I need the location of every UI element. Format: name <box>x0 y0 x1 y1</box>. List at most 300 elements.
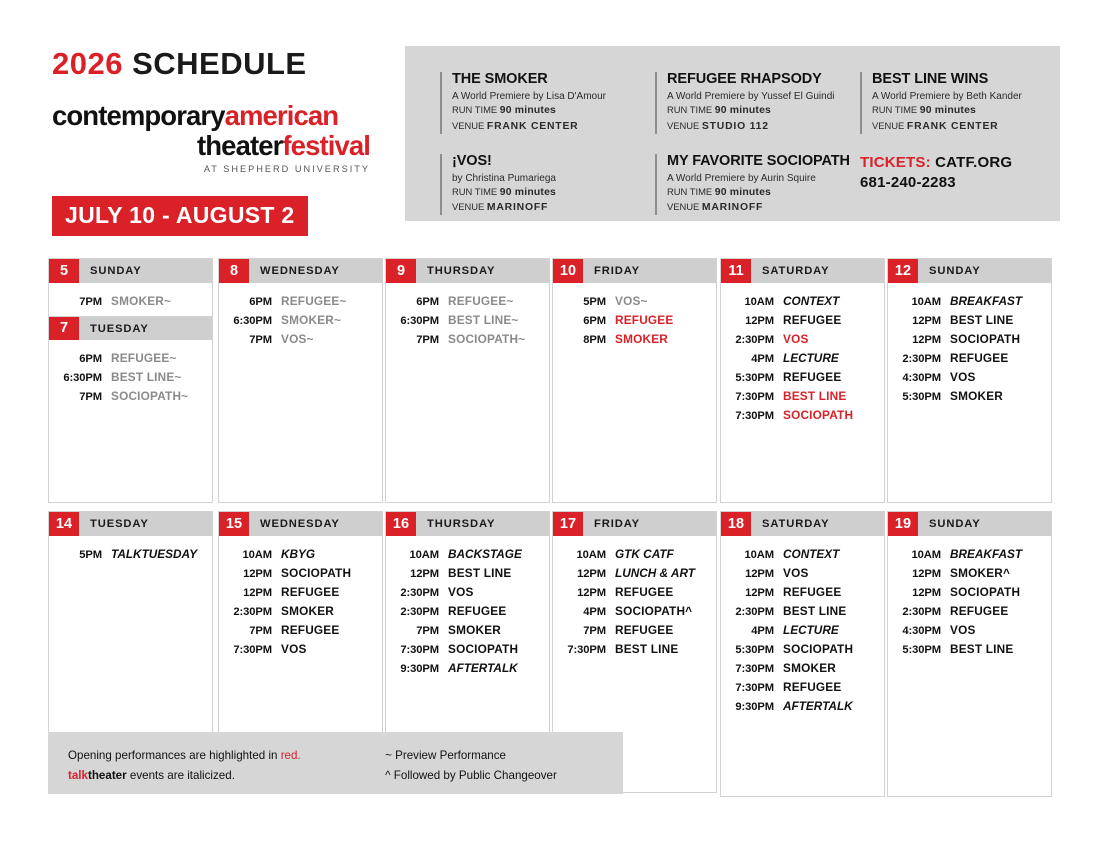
event-name: BEST LINE <box>950 312 1014 327</box>
venue-label: VENUE <box>872 119 905 131</box>
event-name: CONTEXT <box>783 546 840 561</box>
event-name: BEST LINE <box>783 388 847 403</box>
event-time: 7PM <box>249 624 272 637</box>
event-time: 12PM <box>410 567 439 580</box>
event-time: 12PM <box>745 314 774 327</box>
event-time: 12PM <box>745 586 774 599</box>
event-row[interactable] <box>721 677 884 696</box>
event-row[interactable] <box>721 658 884 677</box>
event-name: SMOKER~ <box>111 293 172 308</box>
event-row[interactable] <box>888 601 1051 620</box>
day-column <box>385 258 550 503</box>
show-venue <box>452 119 655 134</box>
event-name: CONTEXT <box>783 293 840 308</box>
event-row[interactable] <box>219 639 382 658</box>
show-title: ¡VOS! <box>452 152 492 169</box>
event-row[interactable] <box>219 563 382 582</box>
show-title: REFUGEE RHAPSODY <box>667 71 822 87</box>
day-header <box>721 259 884 283</box>
event-row[interactable] <box>386 544 549 563</box>
event-time: 2:30PM <box>400 605 439 618</box>
event-list <box>49 283 212 316</box>
event-time: 7PM <box>583 624 606 637</box>
show-info-card <box>440 154 655 216</box>
event-name: VOS <box>950 622 976 637</box>
show-info-card <box>655 72 855 134</box>
event-time: 2:30PM <box>400 586 439 599</box>
event-time: 2:30PM <box>902 352 941 365</box>
day-of-week: TUESDAY <box>90 322 149 335</box>
logo-theater: theater <box>197 129 283 161</box>
event-name: SOCIOPATH <box>448 641 519 656</box>
event-row[interactable] <box>553 544 716 563</box>
event-row[interactable] <box>721 348 884 367</box>
event-row[interactable] <box>888 582 1051 601</box>
event-time: 7PM <box>79 390 102 403</box>
legend-opening-red: red. <box>280 749 301 762</box>
venue-value: FRANK CENTER <box>486 120 579 132</box>
event-time: 7:30PM <box>567 643 606 656</box>
day-column <box>720 258 885 503</box>
event-time: 2:30PM <box>233 605 272 618</box>
event-list <box>721 536 884 721</box>
event-row[interactable] <box>888 329 1051 348</box>
event-name: SOCIOPATH <box>783 641 854 656</box>
event-name: LECTURE <box>783 350 839 365</box>
day-of-week: WEDNESDAY <box>260 265 340 277</box>
runtime-value: 90 minutes <box>714 105 772 117</box>
event-row[interactable] <box>888 544 1051 563</box>
day-column <box>887 511 1052 797</box>
legend-changeover-note: ^ Followed by Public Changeover <box>385 769 557 783</box>
event-row[interactable] <box>721 601 884 620</box>
event-name: REFUGEE <box>615 584 674 599</box>
event-row[interactable] <box>49 291 212 310</box>
venue-value: MARINOFF <box>486 202 549 214</box>
event-row[interactable] <box>386 620 549 639</box>
logo-american: american <box>224 100 339 131</box>
event-time: 12PM <box>912 333 941 346</box>
venue-value: STUDIO 112 <box>701 120 769 132</box>
event-name: VOS~ <box>615 293 648 308</box>
event-name: REFUGEE <box>615 622 674 637</box>
event-name: VOS <box>783 331 809 346</box>
show-venue <box>667 200 855 215</box>
show-venue <box>872 119 1055 134</box>
event-name: VOS <box>950 369 976 384</box>
event-name: SOCIOPATH <box>950 331 1021 346</box>
event-name: SOCIOPATH <box>950 584 1021 599</box>
day-number: 5 <box>49 259 79 283</box>
show-runtime <box>667 185 855 200</box>
event-list <box>386 536 549 683</box>
event-name: VOS~ <box>281 331 314 346</box>
event-name: REFUGEE <box>783 369 842 384</box>
event-row[interactable] <box>888 620 1051 639</box>
day-of-week: TUESDAY <box>90 518 149 530</box>
event-time: 5:30PM <box>735 643 774 656</box>
event-time: 10AM <box>744 548 774 561</box>
event-row[interactable] <box>49 348 212 367</box>
event-row[interactable] <box>721 329 884 348</box>
info-column-2 <box>655 72 855 235</box>
event-time: 7:30PM <box>735 409 774 422</box>
event-name: REFUGEE <box>950 603 1009 618</box>
show-venue <box>452 200 655 215</box>
day-of-week: SUNDAY <box>929 518 981 530</box>
event-name: REFUGEE <box>281 584 340 599</box>
show-info-card <box>655 154 855 216</box>
event-time: 7PM <box>416 333 439 346</box>
event-list <box>553 283 716 354</box>
day-header <box>386 512 549 536</box>
event-time: 2:30PM <box>902 605 941 618</box>
event-time: 4PM <box>583 605 606 618</box>
event-time: 12PM <box>912 567 941 580</box>
event-time: 2:30PM <box>735 605 774 618</box>
day-of-week: SATURDAY <box>762 518 830 530</box>
day-of-week: FRIDAY <box>594 265 641 277</box>
show-title: MY FAVORITE SOCIOPATH <box>667 152 850 169</box>
event-name: AFTERTALK <box>448 660 518 675</box>
runtime-value: 90 minutes <box>499 187 557 199</box>
venue-label: VENUE <box>667 119 700 131</box>
event-row[interactable] <box>386 658 549 677</box>
event-row[interactable] <box>386 329 549 348</box>
event-time: 7PM <box>249 333 272 346</box>
event-time: 12PM <box>577 567 606 580</box>
day-of-week: SUNDAY <box>929 265 981 277</box>
legend-talk-rest: events are italicized. <box>126 769 235 783</box>
event-name: VOS <box>448 584 474 599</box>
show-byline: A World Premiere by Aurin Squire <box>667 172 816 184</box>
event-name: REFUGEE~ <box>448 293 514 308</box>
event-name: SOCIOPATH <box>281 565 352 580</box>
event-time: 7:30PM <box>735 662 774 675</box>
day-number: 7 <box>49 317 79 340</box>
day-header <box>219 512 382 536</box>
day-column <box>720 511 885 797</box>
event-name: REFUGEE <box>448 603 507 618</box>
event-name: GTK CATF <box>615 546 674 561</box>
day-number: 17 <box>553 512 583 536</box>
event-time: 10AM <box>409 548 439 561</box>
event-time: 6PM <box>416 295 439 308</box>
event-row[interactable] <box>888 310 1051 329</box>
venue-label: VENUE <box>667 201 700 213</box>
event-time: 10AM <box>744 295 774 308</box>
event-time: 6:30PM <box>233 314 272 327</box>
tickets-block <box>860 154 1055 191</box>
event-row[interactable] <box>888 291 1051 310</box>
day-number: 8 <box>219 259 249 283</box>
day-column <box>887 258 1052 503</box>
day-number: 15 <box>219 512 249 536</box>
day-of-week: SUNDAY <box>90 265 142 277</box>
event-name: SOCIOPATH~ <box>448 331 526 346</box>
event-name: REFUGEE <box>615 312 674 327</box>
event-time: 7:30PM <box>735 390 774 403</box>
event-name: BEST LINE <box>950 641 1014 656</box>
event-time: 5:30PM <box>902 390 941 403</box>
show-runtime <box>452 103 655 118</box>
event-name: BACKSTAGE <box>448 546 522 561</box>
event-row[interactable] <box>386 291 549 310</box>
show-title: THE SMOKER <box>452 71 548 87</box>
event-time: 7PM <box>79 295 102 308</box>
event-time: 7:30PM <box>735 681 774 694</box>
event-time: 6PM <box>79 352 102 365</box>
day-column <box>48 258 213 503</box>
event-row[interactable] <box>219 620 382 639</box>
event-name: REFUGEE <box>950 350 1009 365</box>
event-time: 7PM <box>416 624 439 637</box>
logo-festival: festival <box>282 129 370 161</box>
day-of-week: THURSDAY <box>427 518 496 530</box>
legend-talktheater-line <box>68 766 385 786</box>
event-time: 7:30PM <box>233 643 272 656</box>
day-header <box>49 259 212 283</box>
event-row[interactable] <box>219 291 382 310</box>
logo-contemporary: contemporary <box>52 100 225 131</box>
venue-value: MARINOFF <box>701 202 764 214</box>
event-name: REFUGEE~ <box>111 350 177 365</box>
event-row[interactable] <box>386 310 549 329</box>
event-name: AFTERTALK <box>783 698 853 713</box>
legend-opening-prefix: Opening performances are highlighted in <box>68 749 281 762</box>
show-runtime <box>872 103 1055 118</box>
event-name: KBYG <box>281 546 316 561</box>
event-time: 10AM <box>911 548 941 561</box>
day-header <box>553 512 716 536</box>
show-info-card <box>860 72 1055 134</box>
event-name: BREAKFAST <box>950 546 1023 561</box>
logo-subtitle: AT SHEPHERD UNIVERSITY <box>203 164 370 175</box>
event-row[interactable] <box>386 639 549 658</box>
tickets-label: TICKETS: <box>860 153 931 171</box>
event-row[interactable] <box>386 563 549 582</box>
event-time: 5:30PM <box>902 643 941 656</box>
event-name: SMOKER^ <box>950 565 1011 580</box>
title-word: SCHEDULE <box>132 46 307 81</box>
info-column-1 <box>440 72 655 235</box>
day-header <box>553 259 716 283</box>
event-row[interactable] <box>721 582 884 601</box>
event-time: 4:30PM <box>902 371 941 384</box>
event-row[interactable] <box>888 367 1051 386</box>
event-time: 6:30PM <box>63 371 102 384</box>
day-number: 9 <box>386 259 416 283</box>
event-row[interactable] <box>553 639 716 658</box>
event-row[interactable] <box>49 367 212 386</box>
event-row[interactable] <box>386 582 549 601</box>
show-byline: A World Premiere by Beth Kander <box>872 90 1022 102</box>
event-name: BEST LINE <box>448 565 512 580</box>
event-row[interactable] <box>219 310 382 329</box>
legend-preview-note: ~ Preview Performance <box>385 749 506 762</box>
event-row[interactable] <box>553 329 716 348</box>
page-title <box>52 48 382 79</box>
venue-value: FRANK CENTER <box>906 120 999 132</box>
event-list <box>386 283 549 354</box>
event-name: SOCIOPATH^ <box>615 603 693 618</box>
event-row[interactable] <box>721 563 884 582</box>
event-name: TALKTUESDAY <box>111 546 198 561</box>
event-time: 9:30PM <box>400 662 439 675</box>
runtime-value: 90 minutes <box>714 187 772 199</box>
event-row[interactable] <box>49 544 212 563</box>
event-time: 9:30PM <box>735 700 774 713</box>
event-time: 12PM <box>243 567 272 580</box>
show-byline: A World Premiere by Yussef El Guindi <box>667 90 835 102</box>
runtime-label: RUN TIME <box>667 104 713 116</box>
legend-talk-black: theater <box>87 769 127 783</box>
event-row[interactable] <box>721 367 884 386</box>
runtime-value: 90 minutes <box>499 105 557 117</box>
event-row[interactable] <box>553 582 716 601</box>
event-row[interactable] <box>721 291 884 310</box>
day-header <box>888 512 1051 536</box>
event-row[interactable] <box>386 601 549 620</box>
event-time: 12PM <box>243 586 272 599</box>
event-row[interactable] <box>553 563 716 582</box>
day-of-week: SATURDAY <box>762 265 830 277</box>
day-number: 12 <box>888 259 918 283</box>
event-row[interactable] <box>219 601 382 620</box>
day-header <box>219 259 382 283</box>
event-row[interactable] <box>219 582 382 601</box>
show-title: BEST LINE WINS <box>872 71 989 87</box>
event-name: BEST LINE~ <box>111 369 182 384</box>
event-row[interactable] <box>721 620 884 639</box>
info-column-3 <box>860 72 1055 191</box>
event-time: 5:30PM <box>735 371 774 384</box>
event-time: 10AM <box>911 295 941 308</box>
show-venue <box>667 119 855 134</box>
event-row[interactable] <box>721 386 884 405</box>
day-number: 11 <box>721 259 751 283</box>
event-time: 2:30PM <box>735 333 774 346</box>
event-row[interactable] <box>888 348 1051 367</box>
runtime-label: RUN TIME <box>872 104 918 116</box>
venue-label: VENUE <box>452 201 485 213</box>
event-time: 6PM <box>583 314 606 327</box>
event-name: SMOKER <box>950 388 1003 403</box>
event-time: 4PM <box>751 352 774 365</box>
event-list <box>888 536 1051 664</box>
event-list <box>49 340 212 411</box>
runtime-value: 90 minutes <box>919 105 977 117</box>
event-name: BEST LINE <box>783 603 847 618</box>
day-number: 18 <box>721 512 751 536</box>
event-row[interactable] <box>219 329 382 348</box>
event-row[interactable] <box>721 639 884 658</box>
event-name: BEST LINE <box>615 641 679 656</box>
title-year: 2026 <box>52 46 123 81</box>
event-row[interactable] <box>553 310 716 329</box>
show-runtime <box>452 185 655 200</box>
day-of-week: THURSDAY <box>427 265 496 277</box>
event-name: VOS <box>783 565 809 580</box>
runtime-label: RUN TIME <box>452 104 498 116</box>
runtime-label: RUN TIME <box>667 186 713 198</box>
event-time: 6:30PM <box>400 314 439 327</box>
day-header <box>386 259 549 283</box>
event-row[interactable] <box>49 386 212 405</box>
event-row[interactable] <box>553 291 716 310</box>
event-time: 12PM <box>745 567 774 580</box>
event-name: SOCIOPATH~ <box>111 388 189 403</box>
show-info-card <box>440 72 655 134</box>
day-of-week: WEDNESDAY <box>260 518 340 530</box>
event-list <box>219 283 382 354</box>
event-row[interactable] <box>553 601 716 620</box>
event-time: 6PM <box>249 295 272 308</box>
event-row[interactable] <box>888 639 1051 658</box>
event-name: REFUGEE~ <box>281 293 347 308</box>
legend-talk-red: talk <box>68 769 88 783</box>
event-name: SMOKER~ <box>281 312 342 327</box>
runtime-label: RUN TIME <box>452 186 498 198</box>
event-time: 12PM <box>912 314 941 327</box>
event-row[interactable] <box>721 310 884 329</box>
day-header <box>49 512 212 536</box>
day-number: 16 <box>386 512 416 536</box>
event-time: 8PM <box>583 333 606 346</box>
event-name: SMOKER <box>281 603 334 618</box>
event-list <box>553 536 716 664</box>
event-list <box>49 536 212 569</box>
day-number: 14 <box>49 512 79 536</box>
event-list <box>219 536 382 664</box>
show-runtime <box>667 103 855 118</box>
masthead <box>52 48 382 236</box>
date-range-badge: JULY 10 - AUGUST 2 <box>52 196 308 236</box>
event-name: VOS <box>281 641 307 656</box>
show-byline: by Christina Pumariega <box>452 172 556 184</box>
tickets-site[interactable]: CATF.ORG <box>935 153 1013 171</box>
event-name: SMOKER <box>615 331 668 346</box>
event-name: BREAKFAST <box>950 293 1023 308</box>
event-row[interactable] <box>721 405 884 424</box>
event-time: 10AM <box>576 548 606 561</box>
event-name: LECTURE <box>783 622 839 637</box>
event-time: 5PM <box>79 548 102 561</box>
event-name: SMOKER <box>783 660 836 675</box>
legend-opening-line <box>68 746 385 766</box>
event-time: 12PM <box>577 586 606 599</box>
tickets-phone[interactable]: 681-240-2283 <box>860 173 956 191</box>
day-header <box>49 316 212 340</box>
event-list <box>721 283 884 430</box>
event-time: 5PM <box>583 295 606 308</box>
day-of-week: FRIDAY <box>594 518 641 530</box>
day-header <box>888 259 1051 283</box>
day-number: 10 <box>553 259 583 283</box>
legend-box <box>48 732 623 794</box>
event-row[interactable] <box>888 563 1051 582</box>
day-header <box>721 512 884 536</box>
event-row[interactable] <box>553 620 716 639</box>
event-name: SMOKER <box>448 622 501 637</box>
event-row[interactable] <box>721 544 884 563</box>
event-time: 4PM <box>751 624 774 637</box>
event-row[interactable] <box>219 544 382 563</box>
event-row[interactable] <box>721 696 884 715</box>
event-time: 12PM <box>912 586 941 599</box>
event-row[interactable] <box>888 386 1051 405</box>
event-time: 7:30PM <box>400 643 439 656</box>
